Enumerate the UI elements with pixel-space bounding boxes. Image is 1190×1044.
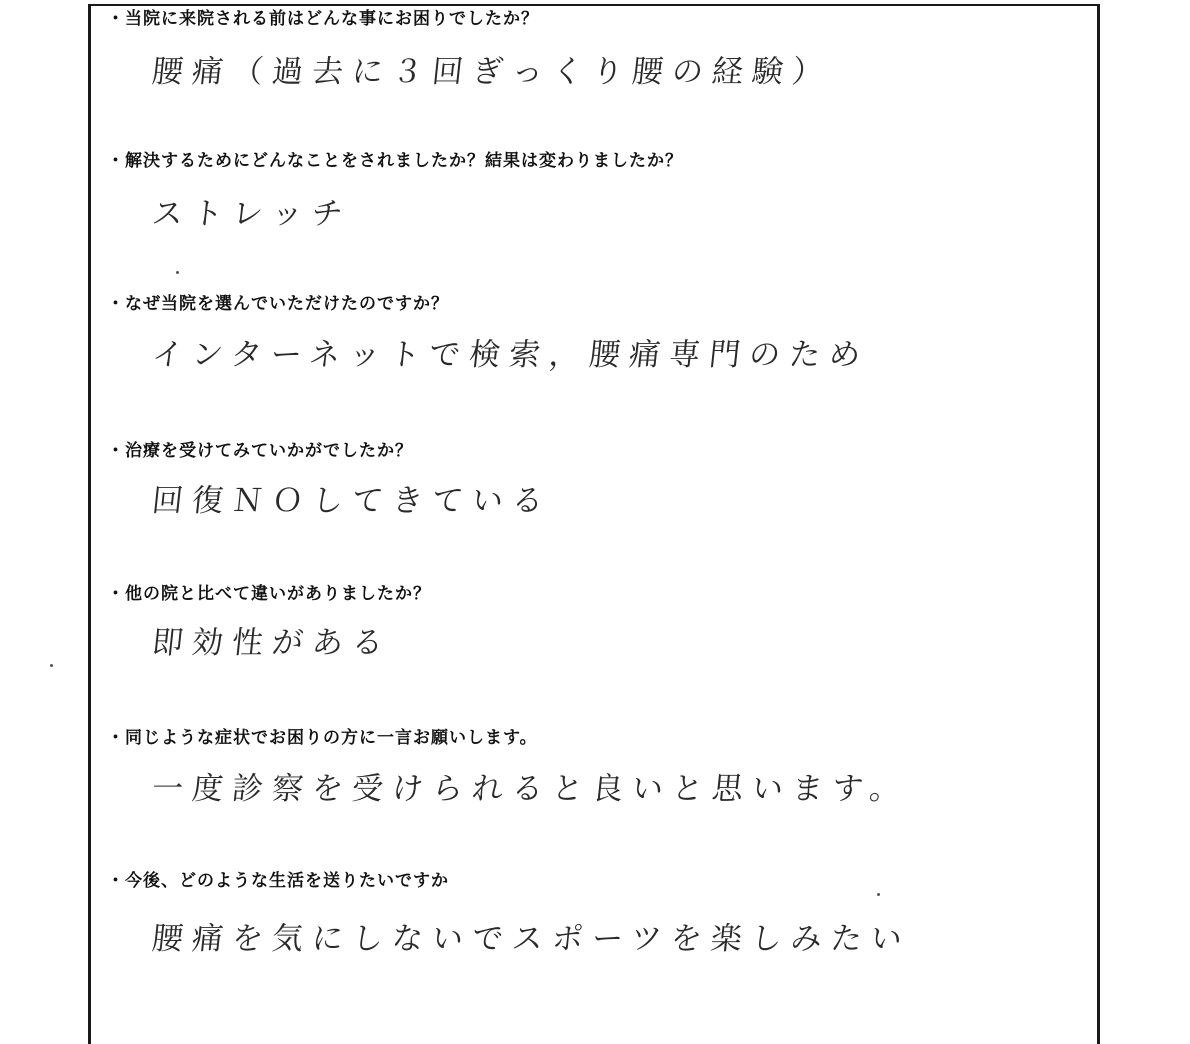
answer-7: 腰痛を気にしないでスポーツを楽しみたい [150, 921, 913, 957]
answer-5: 即効性がある [150, 625, 394, 661]
question-3: ・なぜ当院を選んでいただけたのですか？ [107, 294, 449, 314]
scan-speck [877, 893, 880, 896]
question-2: ・解決するためにどんなことをされましたか？結果は変わりましたか？ [107, 151, 683, 171]
question-6: ・同じような症状でお困りの方に一言お願いします。 [107, 728, 538, 748]
answer-1: 腰痛（過去に３回ぎっくり腰の経験） [150, 54, 834, 90]
question-7: ・今後、どのような生活を送りたいですか [107, 871, 449, 891]
answer-6: 一度診察を受けられると良いと思います。 [150, 771, 912, 807]
scan-speck [50, 664, 53, 667]
answer-3: インターネットで検索，腰痛専門のため [150, 337, 872, 373]
answer-2: ストレッチ [150, 196, 354, 232]
scan-speck [176, 271, 179, 274]
question-4: ・治療を受けてみていかがでしたか？ [107, 441, 413, 461]
question-1: ・当院に来院される前はどんな事にお困りでしたか？ [107, 9, 539, 29]
question-5: ・他の院と比べて違いがありましたか？ [107, 584, 431, 604]
answer-4: 回復ＮＯしてきている [150, 483, 554, 519]
